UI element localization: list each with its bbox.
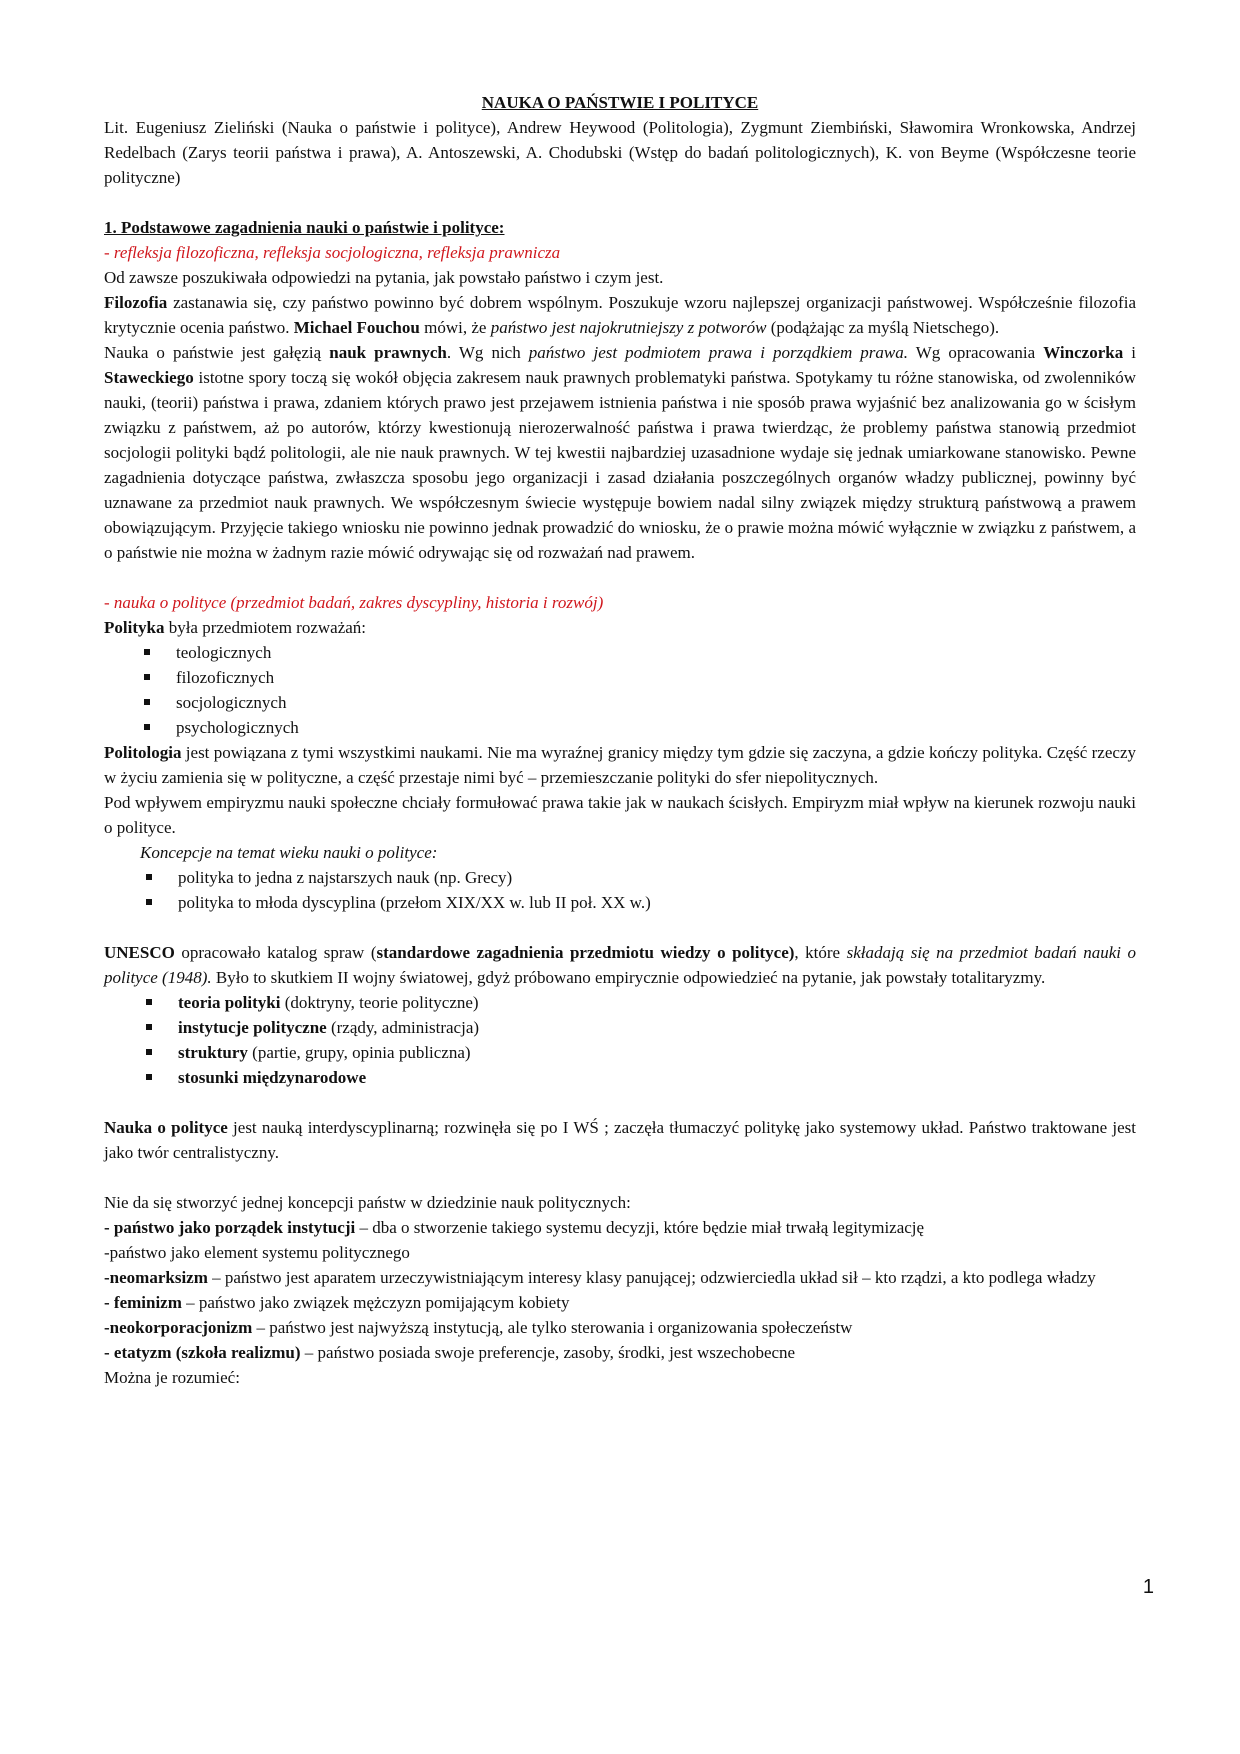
document-page (104, 90, 1136, 1390)
list-item: filozoficznych (140, 665, 1136, 690)
list-unesco-catalogue (104, 990, 1136, 1090)
document-title: NAUKA O PAŃSTWIE I POLITYCE (481, 93, 759, 112)
list-item: polityka to jedna z najstarszych nauk (np. Grecy) (142, 865, 1136, 890)
paragraph-understanding: Można je rozumieć: (104, 1368, 240, 1387)
list-item: socjologicznych (140, 690, 1136, 715)
section-heading: 1. Podstawowe zagadnienia nauki o państwie i polityce: (104, 218, 505, 237)
paragraph-unesco: UNESCO opracowało katalog spraw (standardowe zagadnienia przedmiotu wiedzy o polityce), które składają się na przedmiot badań nauki o polityce (1948). Było to skutkiem II wojny światowej, gdyż próbowano empirycznie odpowiedzieć na pytanie, jak powstały totalitaryzmy. (104, 943, 1136, 987)
list-item: teologicznych (140, 640, 1136, 665)
paragraph-philosophy: Filozofia zastanawia się, czy państwo powinno być dobrem wspólnym. Poszukuje wzoru najlepszej organizacji państwowej. Współcześnie filozofia krytycznie ocenia państwo. Michael Fouchou mówi, że państwo jest najokrutniejszy z potworów (podążając za myślą Nietschego). (104, 293, 1136, 337)
list-item: struktury (partie, grupy, opinia publiczna) (142, 1040, 1136, 1065)
list-item: stosunki międzynarodowe (142, 1065, 1136, 1090)
paragraph-state-concepts: Nie da się stworzyć jednej koncepcji państw w dziedzinie nauk politycznych: (104, 1193, 631, 1212)
paragraph-empiricism: Pod wpływem empiryzmu nauki społeczne chciały formułować prawa takie jak w naukach ścisłych. Empiryzm miał wpływ na kierunek rozwoju nauki o polityce. (104, 793, 1136, 837)
subsection-heading-reflection: - refleksja filozoficzna, refleksja socjologiczna, refleksja prawnicza (104, 243, 561, 262)
concept-item: -państwo jako element systemu politycznego (104, 1243, 410, 1262)
list-item: polityka to młoda dyscyplina (przełom XIX/XX w. lub II poł. XX w.) (142, 890, 1136, 915)
paragraph-law: Nauka o państwie jest gałęzią nauk prawnych. Wg nich państwo jest podmiotem prawa i porządkiem prawa. Wg opracowania Winczorka i Staweckiego istotne spory toczą się wokół objęcia zakresem nauk prawnych problematyki państwa. Spotykamy tu różne stanowiska, od zwolenników nauki, (teorii) państwa i prawa, zdaniem których prawo jest przejawem istnienia państwa i nie sposób prawa wyjaśnić bez analizowania go w ścisłym związku z państwem, aż po autorów, którzy kwestionują nierozerwalność państwa i prawa twierdząc, że problemy państwa stanowią przedmiot socjologii polityki bądź politologii, ale nie nauk prawnych. W tej kwestii najbardziej uzasadnione wydaje się jednak umiarkowane stanowisko. Pewne zagadnienia dotyczące państwa, zwłaszcza sposobu jego organizacji i zasad działania poszczególnych organów władzy publicznej, powinny być uznawane za przedmiot nauk prawnych. We współczesnym świecie występuje bowiem nadal silny związek między strukturą państwową a prawem obowiązującym. Przyjęcie takiego wniosku nie powinno jednak prowadzić do wniosku, że o prawie można mówić wyłącznie w związku z państwem, a o państwie nie można w żadnym razie mówić odrywając się od rozważań nad prawem. (104, 343, 1136, 562)
literature-list: Lit. Eugeniusz Zieliński (Nauka o państwie i polityce), Andrew Heywood (Politologia), Zygmunt Ziembiński, Sławomira Wronkowska, Andrzej Redelbach (Zarys teorii państwa i prawa), A. Antoszewski, A. Chodubski (Wstęp do badań politologicznych), K. von Beyme (Współczesne teorie polityczne) (104, 118, 1136, 187)
paragraph-interdisciplinary: Nauka o polityce jest nauką interdyscyplinarną; rozwinęła się po I WŚ ; zaczęła tłumaczyć politykę jako systemowy układ. Państwo traktowane jest jako twór centralistyczny. (104, 1118, 1136, 1162)
list-item: instytucje polityczne (rządy, administracja) (142, 1015, 1136, 1040)
page-number: 1 (1142, 1576, 1154, 1598)
concept-item: - feminizm – państwo jako związek mężczyzn pomijającym kobiety (104, 1293, 570, 1312)
concepts-label: Koncepcje na temat wieku nauki o polityce: (140, 843, 438, 862)
paragraph-origin: Od zawsze poszukiwała odpowiedzi na pytania, jak powstało państwo i czym jest. (104, 268, 664, 287)
list-item: psychologicznych (140, 715, 1136, 740)
list-considerations (104, 640, 1136, 740)
concept-item: - państwo jako porządek instytucji – dba o stworzenie takiego systemu decyzji, które będzie miał trwałą legitymizację (104, 1218, 925, 1237)
list-item: teoria polityki (doktryny, teorie polityczne) (142, 990, 1136, 1015)
paragraph-politics: Polityka była przedmiotem rozważań: (104, 618, 367, 637)
paragraph-politology: Politologia jest powiązana z tymi wszystkimi naukami. Nie ma wyraźnej granicy między tym gdzie się zaczyna, a gdzie kończy polityka. Część rzeczy w życiu zamienia się w polityczne, a część przestaje nimi być – przemieszczanie polityki do sfer niepolitycznych. (104, 743, 1136, 787)
concept-item: - etatyzm (szkoła realizmu) – państwo posiada swoje preferencje, zasoby, środki, jest wszechobecne (104, 1343, 796, 1362)
list-age-concepts (104, 865, 1136, 915)
subsection-heading-politics: - nauka o polityce (przedmiot badań, zakres dyscypliny, historia i rozwój) (104, 593, 604, 612)
concept-item: -neokorporacjonizm – państwo jest najwyższą instytucją, ale tylko sterowania i organizowania społeczeństw (104, 1318, 853, 1337)
concept-item: -neomarksizm – państwo jest aparatem urzeczywistniającym interesy klasy panującej; odzwierciedla układ sił – kto rządzi, a kto podlega władzy (104, 1268, 1096, 1287)
